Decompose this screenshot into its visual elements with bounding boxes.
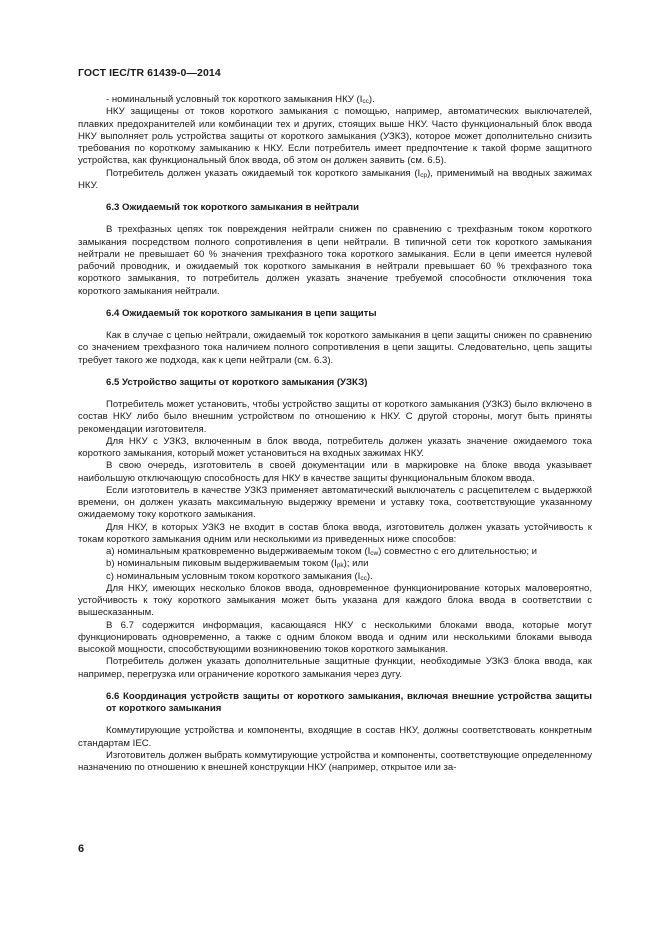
paragraph: Потребитель может установить, чтобы устройство защиты от короткого замыкания (УЗКЗ) было включено в состав НКУ либо было внешним устройством по отношению к НКУ. С другой стороны, могут быть приняты рекомендации изготовителя.	[78, 399, 592, 435]
section-heading: 6.5 Устройство защиты от короткого замыкания (УЗКЗ)	[106, 376, 368, 388]
list-item: b) номинальным пиковым выдерживаемым током $(I_{pk})$; или	[106, 558, 369, 570]
paragraph: НКУ защищены от токов короткого замыкания с помощью, например, автоматических выключателей, плавких предохранителей или комбинации тех и других, стоящих выше НКУ. Часто функциональный блок ввода НКУ выполняет роль устройства защиты от короткого замыкания (УЗКЗ), которое может дополнительно снизить требования по короткому замыканию к НКУ. Если потребитель имеет предпочтение к такой форме защитного устройства, как функциональный блок ввода, об этом он должен заявить (см. 6.5).	[78, 106, 592, 167]
paragraph: Как в случае с цепью нейтрали, ожидаемый ток короткого замыкания в цепи защиты снижен по сравнению со значением трехфазного тока наличием полного сопротивления в цепи защиты. Следовательно, цепь защиты требует такого же подхода, как к цепи нейтрали (см. 6.3).	[78, 330, 592, 366]
page-number: 6	[78, 843, 85, 855]
document-header: ГОСТ IEC/TR 61439-0—2014	[78, 67, 221, 79]
paragraph: Для НКУ, в которых УЗКЗ не входит в состав блока ввода, изготовитель должен указать устойчивость к токам короткого замыкания одним или несколькими из приведенных ниже способов:	[78, 521, 592, 545]
document-body	[78, 94, 592, 774]
list-item: a) номинальным кратковременно выдерживаемым током $(I_{cw})$ совместно с его длительностью; и	[106, 546, 538, 557]
section-heading: 6.6 Координация устройств защиты от короткого замыкания, включая внешние устройства защиты от короткого замыкания	[106, 690, 592, 714]
paragraph: Коммутирующие устройства и компоненты, входящие в состав НКУ, должны соответствовать конкретным стандартам IEC.	[78, 725, 592, 749]
paragraph: Потребитель должен указать дополнительные защитные функции, необходимые УЗКЗ блока ввода, как например, перегрузка или ограничение короткого замыкания через дугу.	[78, 656, 592, 680]
paragraph: Для НКУ с УЗКЗ, включенным в блок ввода, потребитель должен указать значение ожидаемого тока короткого замыкания, который может установиться на входных зажимах НКУ.	[78, 435, 592, 459]
section-heading: 6.3 Ожидаемый ток короткого замыкания в нейтрали	[106, 202, 360, 213]
section-heading: 6.4 Ожидаемый ток короткого замыкания в цепи защиты	[106, 307, 377, 319]
paragraph: Изготовитель должен выбрать коммутирующие устройства и компоненты, соответствующие определенному назначению по отношению к внешней конструкции НКУ (например, открытое или за-	[78, 749, 592, 773]
paragraph: Если изготовитель в качестве УЗКЗ применяет автоматический выключатель с расцепителем с выдержкой времени, он должен указать максимальную выдержку времени и уставку тока, соответствующие указанному ожидаемому току короткого замыкания.	[78, 484, 592, 521]
paragraph: В трехфазных цепях ток повреждения нейтрали снижен по сравнению с трехфазным током короткого замыкания посредством полного сопротивления в цепи нейтрали. В типичной сети ток короткого замыкания нейтрали не превышает 60 % значения трехфазного тока короткого замыкания. Если в цепи имеется нулевой рабочий проводник, и ожидаемый ток короткого замыкания в нейтрали превышает 60 % трехфазного тока короткого замыкания, то потребитель должен указать значение требуемой способности отключения тока короткого замыкания нейтрали.	[78, 224, 592, 297]
paragraph: В свою очередь, изготовитель в своей документации или в маркировке на блоке ввода указывает наибольшую отключающую способность для НКУ в качестве защиты функциональным блоком ввода.	[78, 460, 592, 484]
paragraph: - номинальный условный ток короткого замыкания НКУ $(I_{cc})$.	[106, 94, 375, 105]
paragraph: Для НКУ, имеющих несколько блоков ввода, одновременное функционирование которых маловероятно, устойчивость к току короткого замыкания может быть указана для каждого блока ввода в соответствии с вышесказанным.	[78, 582, 592, 619]
list-item: c) номинальным условным током короткого замыкания $(I_{cc})$.	[106, 570, 373, 582]
paragraph: Потребитель должен указать ожидаемый ток короткого замыкания $(I_{cp})$, применимый на вводных зажимах НКУ.	[78, 167, 592, 191]
paragraph: В 6.7 содержится информация, касающаяся НКУ с несколькими блоками ввода, которые могут функционировать одновременно, а также с одним блоком ввода и одним или несколькими блоками вывода высокой мощности, способствующими возникновению токов короткого замыкания.	[78, 619, 592, 655]
